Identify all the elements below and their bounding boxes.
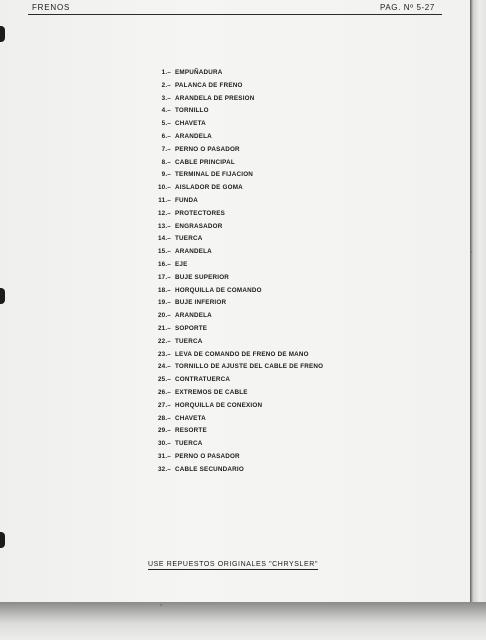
item-name: RESORTE: [175, 427, 207, 435]
item-number: 19.–: [157, 299, 171, 307]
list-item: [138, 297, 323, 310]
list-item: [138, 336, 323, 349]
list-item: [138, 93, 323, 106]
list-item: [138, 413, 323, 426]
header-rule: [28, 14, 442, 15]
item-name: HORQUILLA DE CONEXION: [175, 401, 263, 409]
page-number: PAG. Nº 5-27: [380, 3, 435, 12]
list-item: [138, 451, 323, 464]
item-name: TUERCA: [175, 337, 203, 345]
list-item: [138, 425, 323, 438]
item-number: 16.–: [157, 260, 171, 268]
item-name: ARANDELA: [175, 248, 212, 256]
item-name: BUJE SUPERIOR: [175, 273, 230, 281]
item-number: 12.–: [157, 209, 171, 217]
list-item: [138, 374, 323, 387]
item-number: 7.–: [161, 145, 171, 153]
item-name: PERNO O PASADOR: [175, 145, 240, 153]
list-item: [138, 464, 323, 477]
item-name: EMPUÑADURA: [175, 69, 223, 76]
item-number: 28.–: [157, 414, 171, 422]
item-name: ARANDELA: [175, 312, 212, 320]
scan-speck: [160, 604, 162, 606]
item-number: 25.–: [157, 376, 171, 384]
item-name: TUERCA: [175, 440, 203, 448]
item-number: 1.–: [161, 69, 171, 76]
list-item: [138, 310, 323, 323]
item-name: TORNILLO DE AJUSTE DEL CABLE DE FRENO: [175, 363, 324, 371]
item-number: 4.–: [161, 107, 171, 115]
item-number: 9.–: [161, 171, 171, 179]
list-item: [138, 361, 323, 374]
item-number: 8.–: [161, 158, 171, 166]
list-item: [138, 157, 323, 170]
binding-hole: [0, 26, 5, 42]
list-item: [138, 438, 323, 451]
item-name: CHAVETA: [175, 120, 206, 128]
item-number: 3.–: [161, 94, 171, 102]
item-number: 11.–: [158, 196, 171, 204]
footer-note: USE REPUESTOS ORIGINALES "CHRYSLER": [148, 561, 319, 568]
item-name: PALANCA DE FRENO: [175, 81, 243, 89]
item-name: PROTECTORES: [175, 209, 226, 217]
item-number: 24.–: [157, 363, 171, 371]
list-item: [138, 272, 323, 285]
scan-speck: [470, 251, 472, 253]
list-item: [138, 131, 323, 144]
item-name: LEVA DE COMANDO DE FRENO DE MANO: [175, 350, 309, 358]
item-name: ENGRASADOR: [175, 222, 223, 230]
item-number: 20.–: [157, 312, 171, 320]
list-item: [138, 221, 323, 234]
item-number: 29.–: [157, 427, 171, 435]
item-number: 6.–: [161, 132, 171, 140]
item-number: 2.–: [161, 81, 171, 89]
item-name: CHAVETA: [175, 414, 206, 422]
item-name: TERMINAL DE FIJACION: [175, 171, 254, 179]
item-number: 10.–: [157, 184, 171, 192]
item-name: PERNO O PASADOR: [175, 452, 240, 460]
item-name: AISLADOR DE GOMA: [175, 184, 243, 192]
item-name: SOPORTE: [175, 324, 208, 332]
item-number: 32.–: [157, 465, 171, 473]
item-name: CABLE PRINCIPAL: [175, 158, 235, 166]
item-number: 21.–: [157, 324, 171, 332]
item-number: 23.–: [157, 350, 171, 358]
item-number: 15.–: [157, 248, 171, 256]
item-number: 26.–: [157, 388, 171, 396]
list-item: [138, 387, 323, 400]
page-bottom-shadow: [0, 602, 486, 640]
list-item: [138, 144, 323, 157]
item-number: 5.–: [161, 120, 171, 128]
binding-hole: [0, 532, 5, 548]
item-name: ARANDELA: [175, 132, 212, 140]
list-item: [138, 118, 323, 131]
list-item: [138, 67, 323, 80]
list-item: [138, 400, 323, 413]
item-number: 31.–: [157, 452, 171, 460]
item-name: CONTRATUERCA: [175, 376, 231, 384]
item-number: 27.–: [157, 401, 171, 409]
page-edge-shadow: [470, 0, 486, 640]
item-number: 18.–: [157, 286, 171, 294]
list-item: [138, 208, 323, 221]
item-name: EXTREMOS DE CABLE: [175, 388, 248, 396]
item-number: 13.–: [157, 222, 171, 230]
list-item: [138, 323, 323, 336]
list-item: [138, 246, 323, 259]
list-item: [138, 182, 323, 195]
item-number: 30.–: [157, 440, 171, 448]
item-name: EJE: [175, 260, 188, 268]
item-name: CABLE SECUNDARIO: [175, 465, 244, 473]
binding-hole: [0, 288, 5, 304]
item-name: ARANDELA DE PRESION: [175, 94, 255, 102]
item-number: 14.–: [157, 235, 171, 243]
item-name: HORQUILLA DE COMANDO: [175, 286, 262, 294]
list-item: [138, 80, 323, 93]
list-item: [138, 259, 323, 272]
list-item: [138, 169, 323, 182]
list-item: [138, 195, 323, 208]
list-item: [138, 349, 323, 362]
item-name: TUERCA: [175, 235, 203, 243]
item-name: FUNDA: [175, 196, 199, 204]
section-title: FRENOS: [32, 3, 71, 12]
item-name: BUJE INFERIOR: [175, 299, 227, 307]
list-item: [138, 233, 323, 246]
parts-list: [138, 67, 323, 477]
list-item: [138, 105, 323, 118]
item-number: 22.–: [157, 337, 171, 345]
list-item: [138, 285, 323, 298]
item-name: TORNILLO: [175, 107, 209, 115]
item-number: 17.–: [157, 273, 171, 281]
